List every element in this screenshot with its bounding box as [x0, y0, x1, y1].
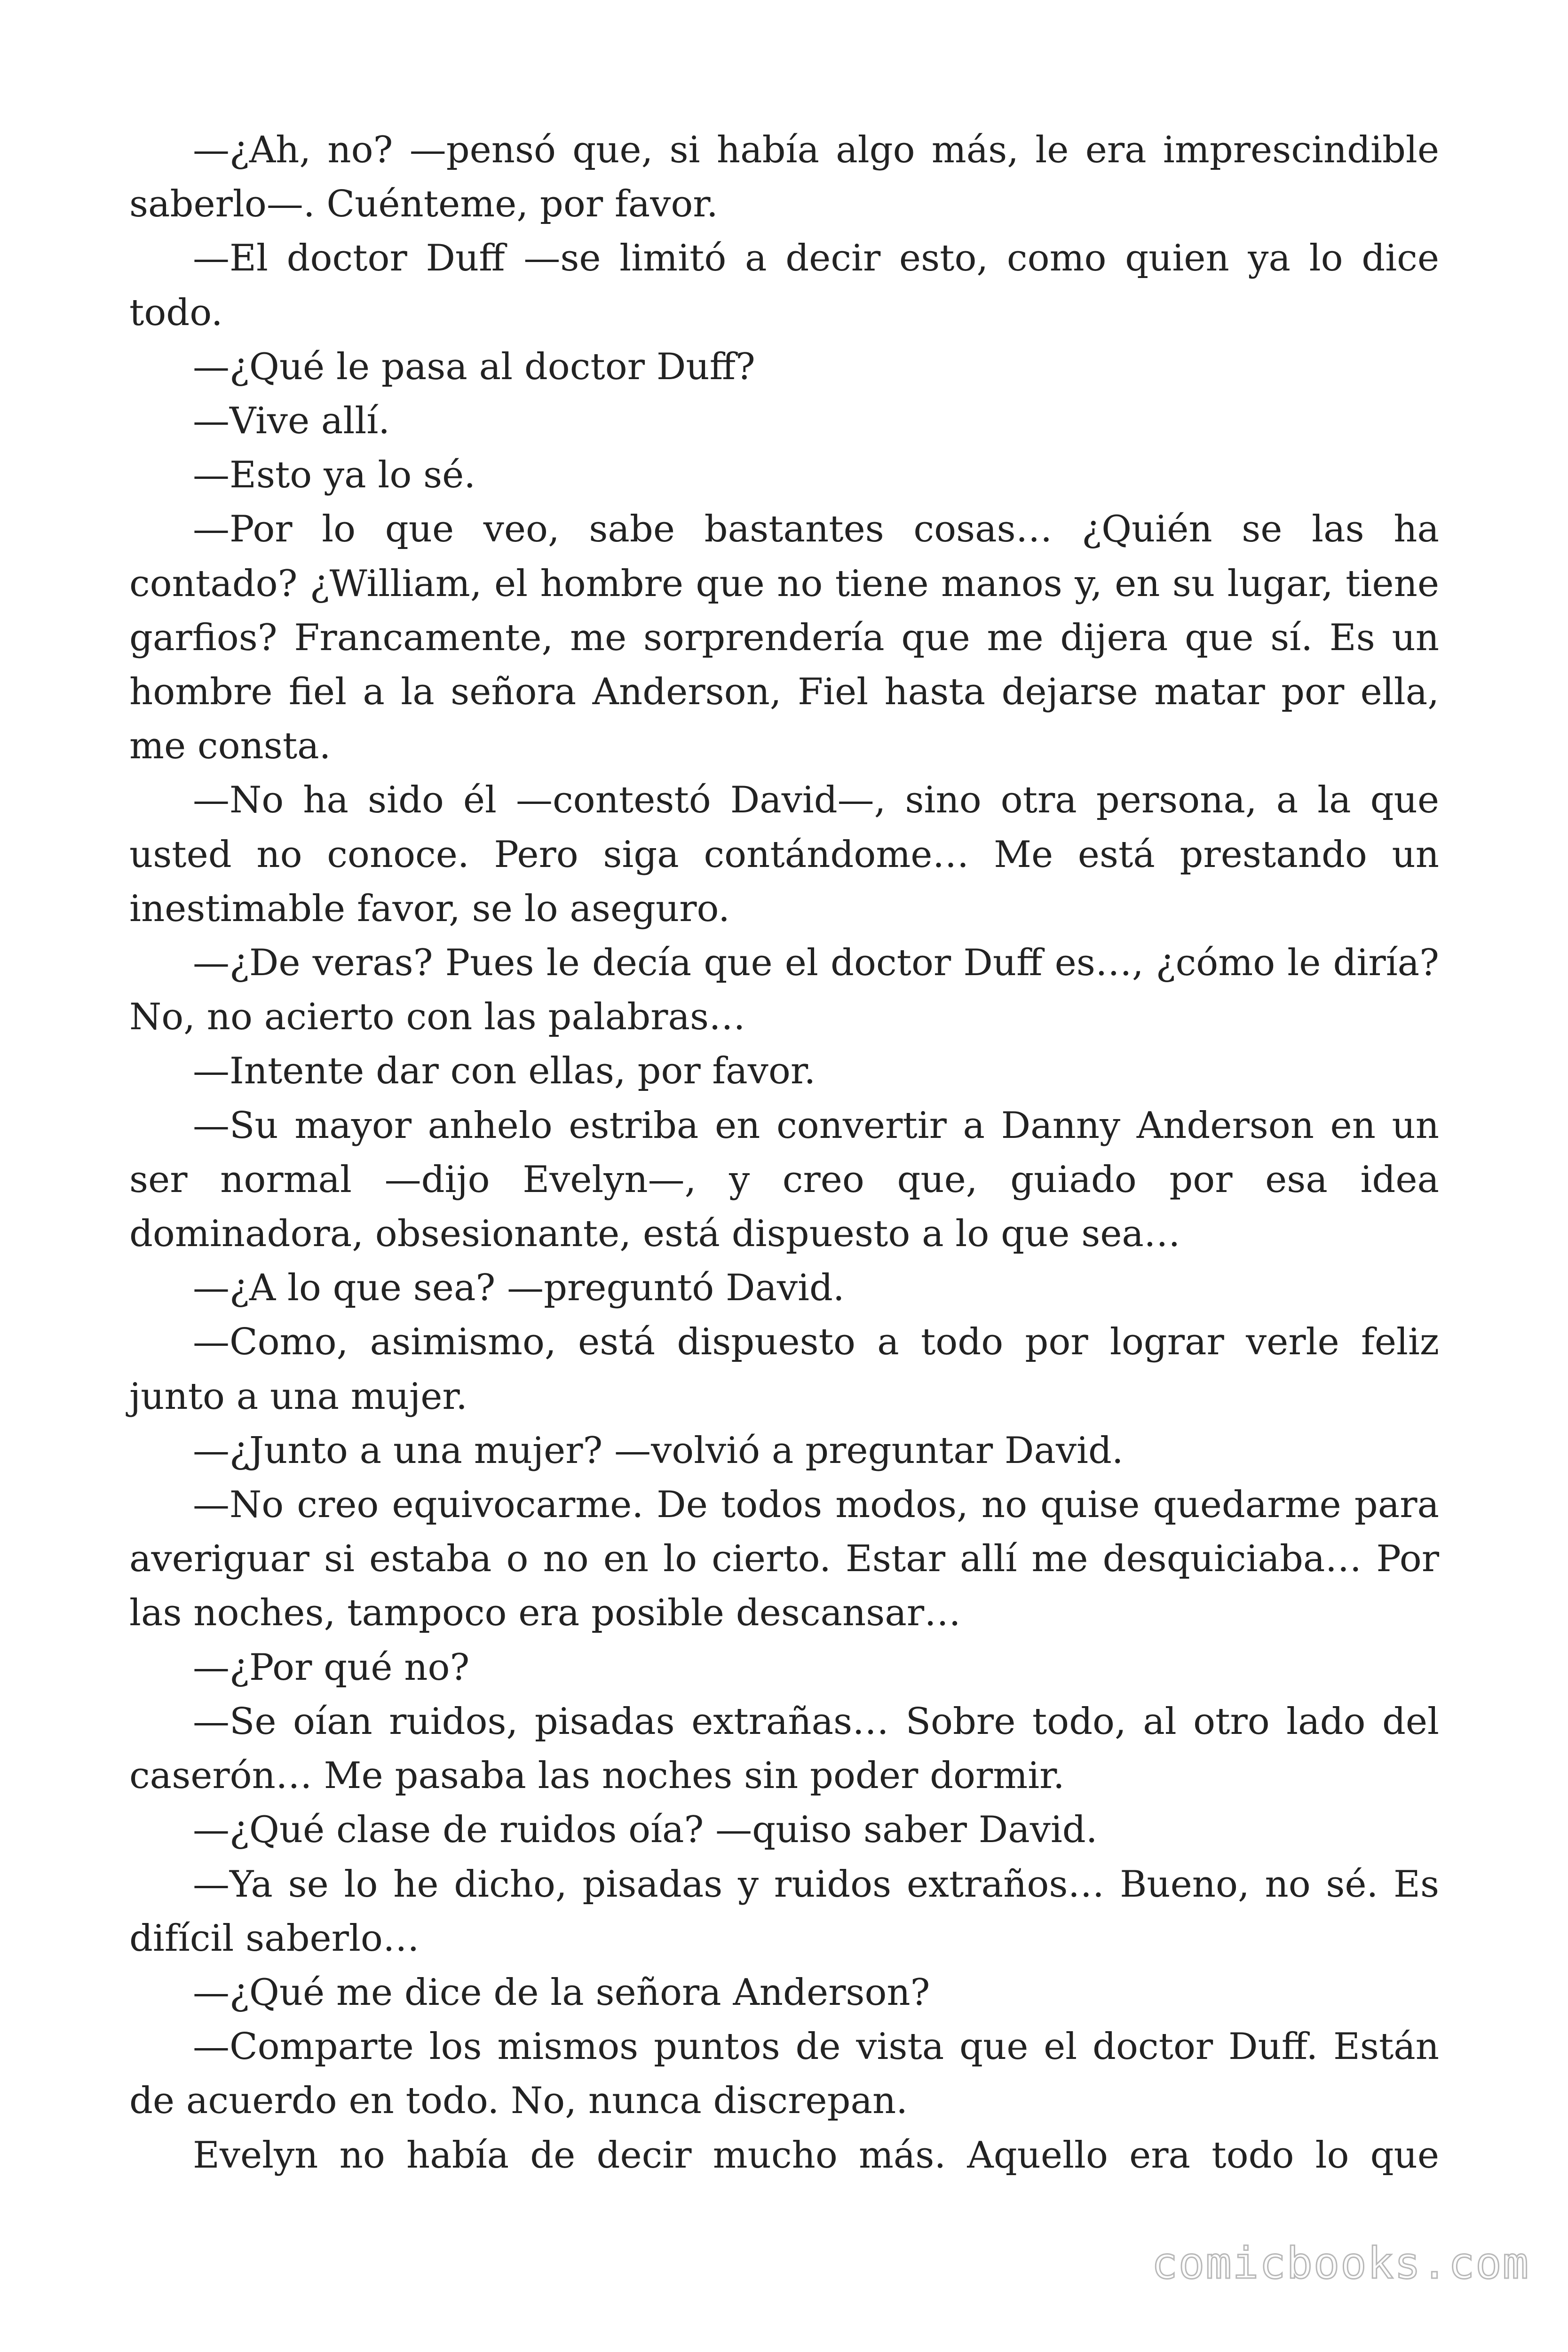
paragraph: —¿Junto a una mujer? —volvió a preguntar David.	[193, 1429, 1124, 1472]
paragraph: —Intente dar con ellas, por favor.	[193, 1050, 816, 1093]
paragraph: —No ha sido él —contestó David—, sino otra persona, a la que usted no conoce. Pero siga contándome… Me está prestando un inestimable favor, se lo aseguro.	[129, 779, 1439, 930]
paragraph: —Su mayor anhelo estriba en convertir a Danny Anderson en un ser normal —dijo Evelyn—, y creo que, guiado por esa idea dominadora, obsesionante, está dispuesto a lo que sea…	[129, 1104, 1439, 1255]
paragraph: —¿Qué me dice de la señora Anderson?	[193, 1971, 930, 2014]
paragraph: —Comparte los mismos puntos de vista que el doctor Duff. Están de acuerdo en todo. No, nunca discrepan.	[129, 2026, 1439, 2122]
paragraph: —¿Ah, no? —pensó que, si había algo más, le era imprescindible saberlo—. Cuénteme, por favor.	[129, 129, 1439, 226]
paragraph: —¿A lo que sea? —preguntó David.	[193, 1267, 845, 1310]
paragraph: —No creo equivocarme. De todos modos, no quise quedarme para averiguar si estaba o no en lo cierto. Estar allí me desquiciaba… Por las noches, tampoco era posible descansar…	[129, 1484, 1439, 1635]
body-text	[129, 123, 1439, 2183]
paragraph: —¿Qué clase de ruidos oía? —quiso saber David.	[193, 1809, 1098, 1851]
watermark-logo: comicbooks.com	[1151, 2238, 1529, 2288]
paragraph: —Se oían ruidos, pisadas extrañas… Sobre todo, al otro lado del caserón… Me pasaba las noches sin poder dormir.	[129, 1700, 1439, 1797]
paragraph: —Vive allí.	[193, 400, 390, 443]
paragraph: —¿Qué le pasa al doctor Duff?	[193, 345, 755, 388]
paragraph: —¿Por qué no?	[193, 1646, 470, 1689]
paragraph-continued: Evelyn no había de decir mucho más. Aquello era todo lo que	[193, 2134, 1439, 2177]
paragraph: —El doctor Duff —se limitó a decir esto, como quien ya lo dice todo.	[129, 237, 1439, 334]
paragraph: —Como, asimismo, está dispuesto a todo por lograr verle feliz junto a una mujer.	[129, 1321, 1439, 1418]
paragraph: —Ya se lo he dicho, pisadas y ruidos extraños… Bueno, no sé. Es difícil saberlo…	[129, 1863, 1439, 1960]
paragraph: —¿De veras? Pues le decía que el doctor Duff es…, ¿cómo le diría? No, no acierto con las palabras…	[129, 942, 1439, 1039]
paragraph: —Esto ya lo sé.	[193, 454, 476, 497]
paragraph: —Por lo que veo, sabe bastantes cosas… ¿Quién se las ha contado? ¿William, el hombre que no tiene manos y, en su lugar, tiene garfios? Francamente, me sorprendería que me dijera que sí. Es un hombre fiel a la señora Anderson, Fiel hasta dejarse matar por ella, me consta.	[129, 508, 1439, 768]
